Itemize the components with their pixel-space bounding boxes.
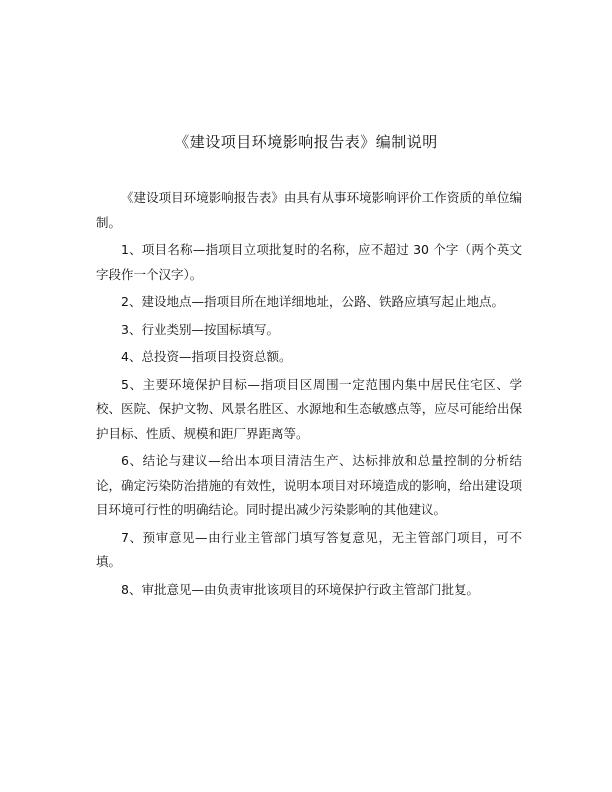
document-title: 《建设项目环境影响报告表》编制说明 [174, 133, 438, 151]
item-approval-opinion: 8、审批意见—由负责审批该项目的环境保护行政主管部门批复。 [121, 581, 479, 597]
item-construction-site: 2、建设地点—指项目所在地详细地址，公路、铁路应填写起止地点。 [121, 294, 504, 309]
item-total-investment: 4、总投资—指项目投资总额。 [121, 349, 292, 364]
item-conclusions: 6、结论与建议—给出本项目清洁生产、达标排放和总量控制的分析结论，确定污染防治措施的有效性，说明本项目对环境造成的影响，给出建设项目环境可行性的明确结论。同时提出减少污染影响的其他建议。 [96, 453, 522, 517]
item-preliminary-review: 7、预审意见—由行业主管部门填写答复意见，无主管部门项目，可不填。 [96, 529, 522, 569]
intro-paragraph: 《建设项目环境影响报告表》由具有从事环境影响评价工作资质的单位编制。 [96, 190, 522, 230]
item-industry-category: 3、行业类别—按国标填写。 [121, 321, 279, 337]
item-protection-targets: 5、主要环境保护目标—指项目区周围一定范围内集中居民住宅区、学校、医院、保护文物、风景名胜区、水源地和生态敏感点等，应尽可能给出保护目标、性质、规模和距厂界距离等。 [96, 376, 522, 441]
item-project-name: 1、项目名称—指项目立项批复时的名称，应不超过 30 个字（两个英文字段作一个汉字）。 [96, 242, 522, 282]
document-body [96, 186, 522, 605]
